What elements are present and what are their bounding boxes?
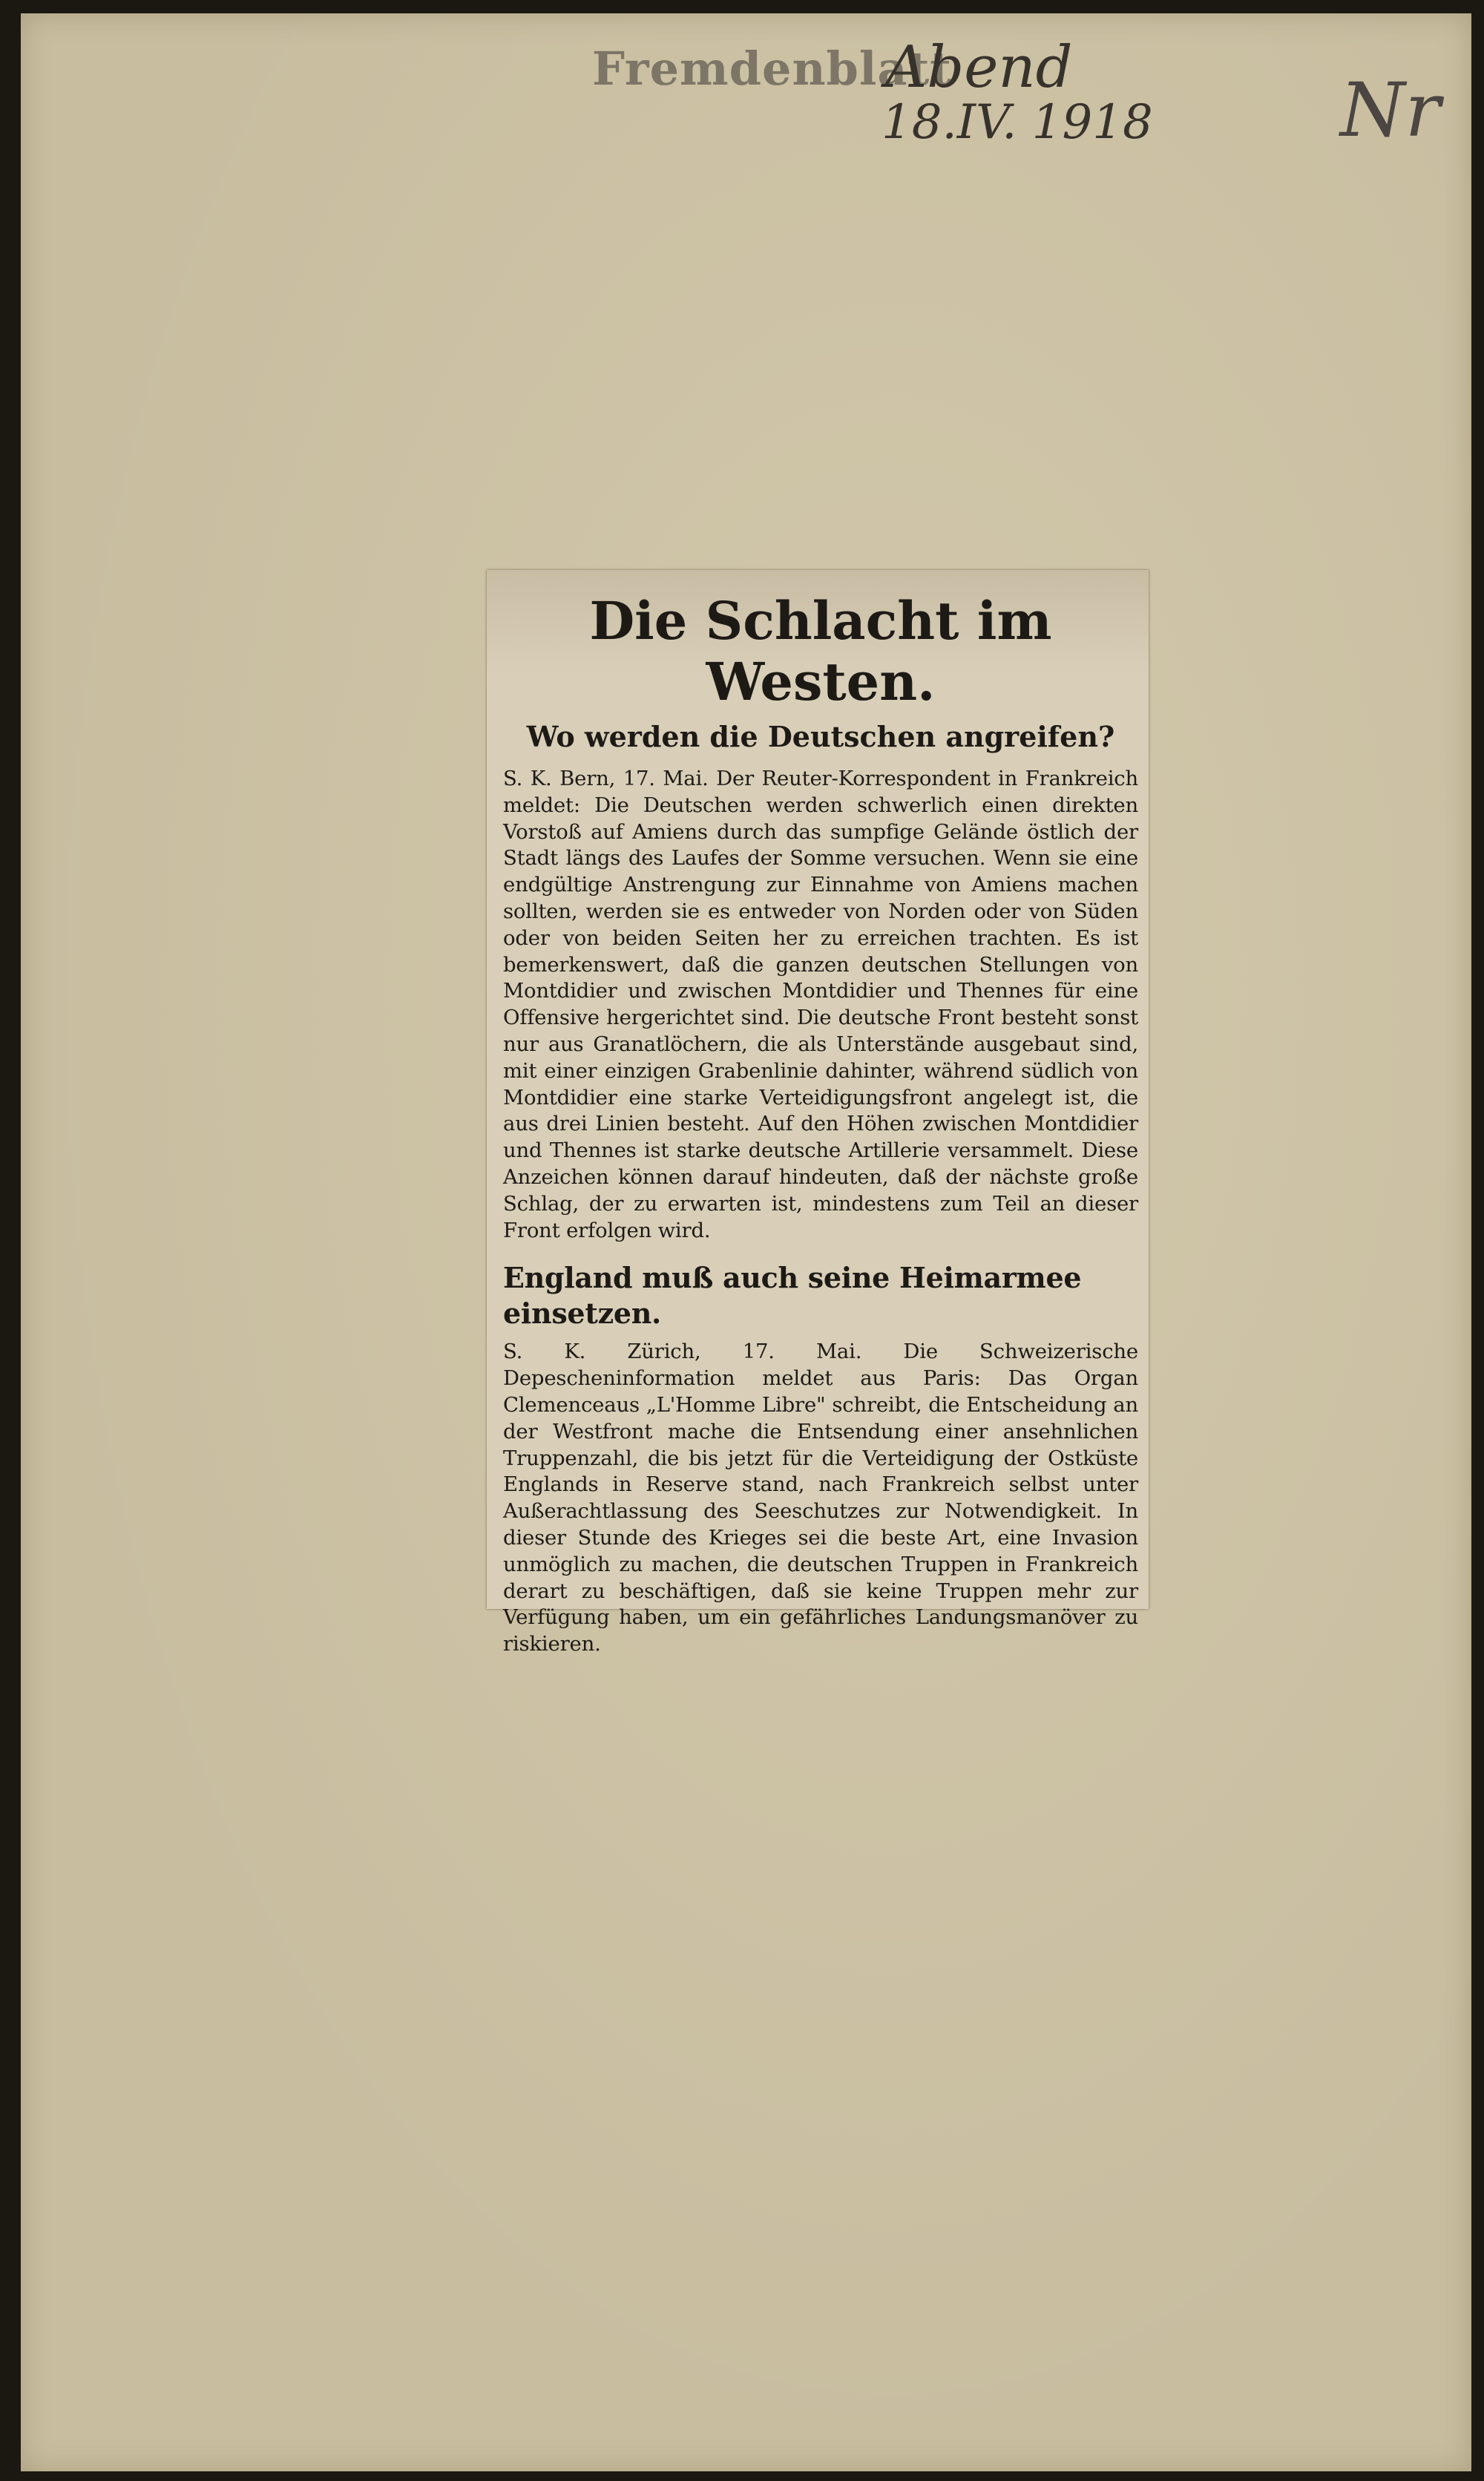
- archive-sheet: [21, 13, 1471, 2471]
- handwritten-mark: Nr: [1340, 67, 1441, 154]
- headline: Die Schlacht im Westen.: [589, 590, 1052, 712]
- newspaper-clipping: [487, 570, 1149, 1656]
- article-paragraph-1: S. K. Bern, 17. Mai. Der Reuter-Korrespondent in Frankreich meldet: Die Deutschen werden schwerlich einen direkten Vorstoß auf Amiens durch das sumpfige Gelände östlich der Stadt längs des Laufes der Somme versuchen. Wenn sie eine endgültige Anstrengung zur Einnahme von Amiens machen sollten, werden sie es entweder von Norden oder von Süden oder von beiden Seiten her zu erreichen trachten. Es ist bemerkenswert, daß die ganzen deutschen Stellungen von Montdidier und zwischen Montdidier und Thennes für eine Offensive hergerichtet sind. Die deutsche Front besteht sonst nur aus Granatlöchern, die als Unterstände ausgebaut sind, mit einer einzigen Grabenlinie dahinter, während südlich von Montdidier eine starke Verteidigungsfront angelegt ist, die aus drei Linien besteht. Auf den Höhen zwischen Montdidier und Thennes ist starke deutsche Artillerie versammelt. Diese Anzeichen können darauf hindeuten, daß der nächste große Schlag, der zu erwarten ist, mindestens zum Teil an dieser Front erfolgen wird.: [503, 767, 1138, 1242]
- handwritten-date: 18.IV. 1918: [881, 95, 1153, 150]
- subheadline: Wo werden die Deutschen angreifen?: [526, 720, 1115, 753]
- handwritten-edition: Abend: [885, 34, 1073, 101]
- newspaper-stamp: Fremdenblatt: [592, 42, 952, 96]
- headline-2: England muß auch seine Heimarmee einsetzen.: [503, 1261, 1082, 1331]
- article-paragraph-2: S. K. Zürich, 17. Mai. Die Schweizerische Depescheninformation meldet aus Paris: Das Organ Clemenceaus „L'Homme Libre" schreibt, die Entscheidung an der Westfront mache die Entsendung einer ansehnlichen Truppenzahl, die bis jetzt für die Verteidigung der Ostküste Englands in Reserve stand, nach Frankreich selbst unter Außerachtlassung des Seeschutzes zur Notwendigkeit. In dieser Stunde des Krieges sei die beste Art, eine Invasion unmöglich zu machen, die deutschen Truppen in Frankreich derart zu beschäftigen, daß sie keine Truppen mehr zur Verfügung haben, um ein gefährliches Landungsmanöver zu riskieren.: [503, 1340, 1138, 1656]
